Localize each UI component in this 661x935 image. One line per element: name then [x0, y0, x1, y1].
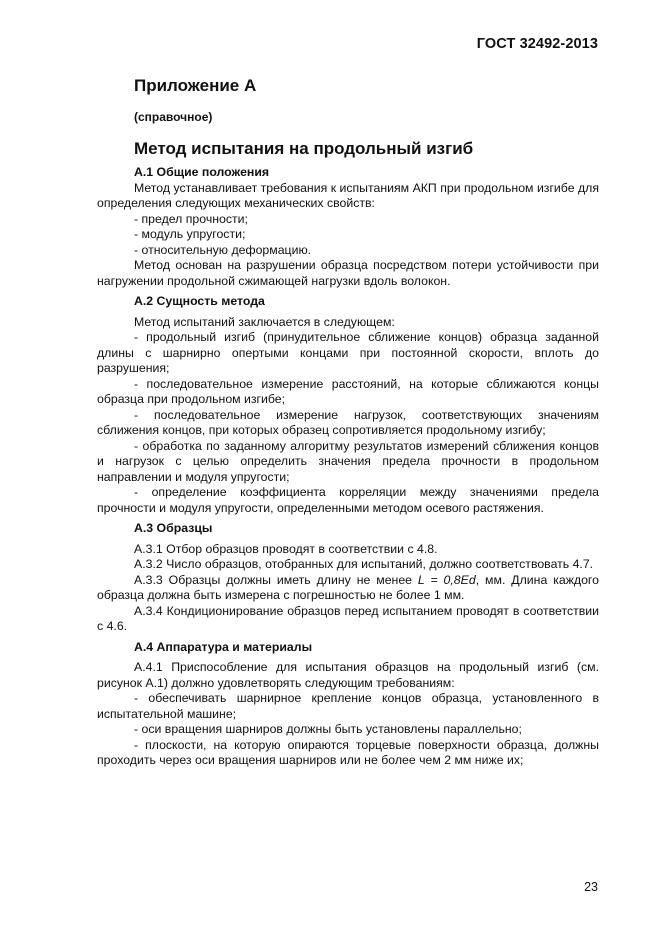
- text-run: , мм. Длина каждого образца должна быть измерена с погрешностью не более 1 мм.: [97, 572, 599, 602]
- list-item: - обработка по заданному алгоритму результатов измерений сближения концов и нагрузок с целью определить значения предела прочности в продольном направлении и модуля упругости;: [97, 438, 599, 484]
- list-item: - оси вращения шарниров должны быть установлены параллельно;: [134, 722, 522, 736]
- paragraph: А.3.4 Кондиционирование образцов перед испытанием проводят в соответствии с 4.6.: [97, 603, 599, 633]
- list-item: - модуль упругости;: [134, 227, 246, 241]
- appendix-status: (справочное): [134, 110, 213, 124]
- list-item: - продольный изгиб (принудительное сближение концов) образца заданной длины с шарнирно опертыми концами при постоянной скорости, вплоть до разрушения;: [97, 330, 599, 375]
- paragraph: А.3.2 Число образцов, отобранных для испытаний, должно соответствовать 4.7.: [134, 557, 594, 571]
- page-number: 23: [584, 880, 598, 894]
- text-run: А.3.3 Образцы должны иметь длину не менее: [134, 572, 418, 587]
- section-heading-a1: А.1 Общие положения: [134, 165, 270, 179]
- list-item: - определение коэффициента корреляции между значениями предела прочности и модуля упругости, определенными методом осевого растяжения.: [97, 485, 599, 515]
- paragraph: Метод устанавливает требования к испытаниям АКП при продольном изгибе для определения следующих механических свойств:: [97, 180, 599, 210]
- appendix-heading: Метод испытания на продольный изгиб: [134, 139, 474, 158]
- paragraph: [97, 573, 599, 604]
- section-heading-a4: А.4 Аппаратура и материалы: [134, 639, 313, 654]
- list-item: - относительную деформацию.: [134, 242, 312, 257]
- formula: L = 0,8Ed: [417, 572, 476, 587]
- section-heading-a3: А.3 Образцы: [134, 521, 213, 535]
- document-body: [97, 165, 599, 769]
- appendix-title: Приложение А: [134, 76, 257, 95]
- standard-number: ГОСТ 32492-2013: [476, 36, 598, 52]
- section-heading-a2: А.2 Сущность метода: [134, 294, 265, 308]
- list-item: - плоскости, на которую опираются торцевые поверхности образца, должны проходить через оси вращения шарниров или не более чем 2 мм ниже их;: [97, 737, 599, 767]
- list-item: - последовательное измерение нагрузок, соответствующих значениям сближения концов, при которых образец сопротивляется продольному изгибу;: [97, 407, 599, 437]
- paragraph: Метод основан на разрушении образца посредством потери устойчивости при нагружении продольной сжимающей нагрузки вдоль волокон.: [97, 258, 599, 288]
- list-item: - последовательное измерение расстояний, на которые сближаются концы образца при продольном изгибе;: [97, 376, 599, 406]
- list-item: - предел прочности;: [134, 211, 248, 226]
- paragraph: А.4.1 Приспособление для испытания образцов на продольный изгиб (см. рисунок А.1) должно удовлетворять следующим требованиям:: [97, 660, 599, 690]
- paragraph: А.3.1 Отбор образцов проводят в соответствии с 4.8.: [134, 541, 438, 556]
- list-item: - обеспечивать шарнирное крепление концов образца, установленного в испытательной машине;: [97, 691, 599, 721]
- paragraph: Метод испытаний заключается в следующем:: [134, 314, 395, 329]
